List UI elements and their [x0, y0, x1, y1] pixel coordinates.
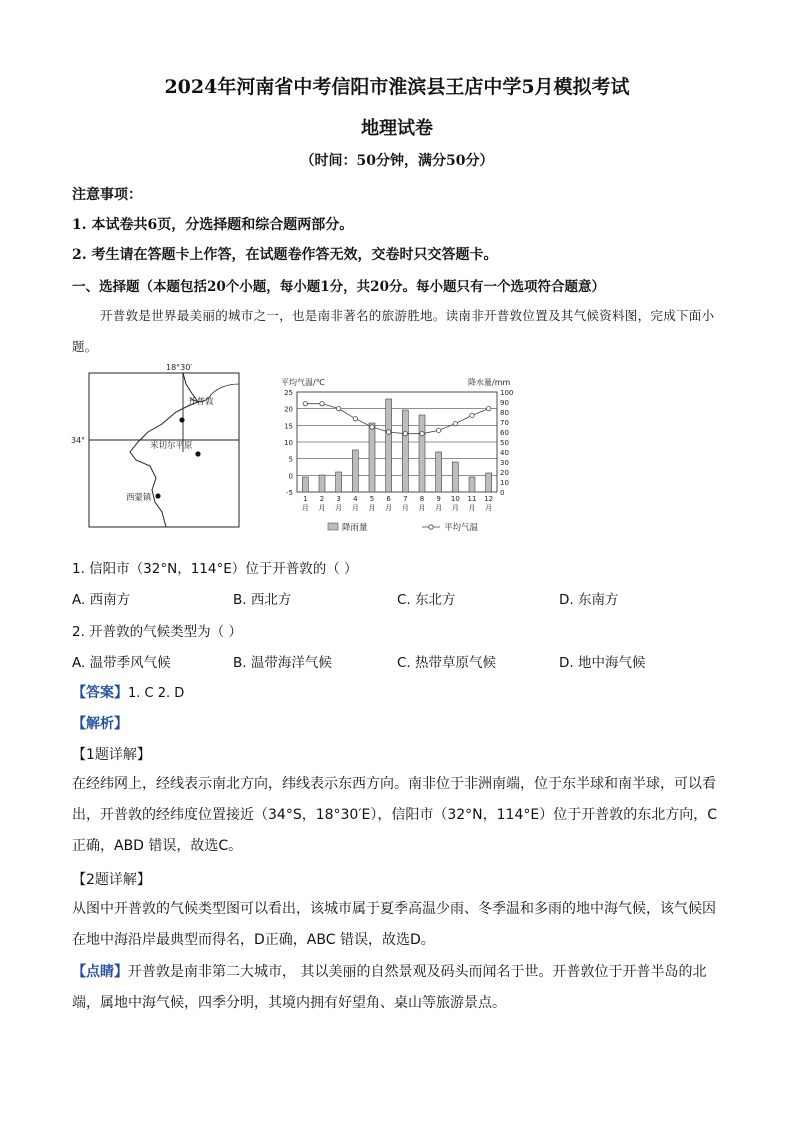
month-tick-label: 3: [336, 495, 341, 503]
question-1: 1. 信阳市（32°N，114°E）位于开普敦的（ ）: [72, 561, 358, 577]
q2-option-c[interactable]: C. 热带草原气候: [397, 655, 497, 671]
right-tick-label: 90: [500, 399, 509, 407]
right-tick-label: 30: [500, 459, 509, 467]
month-unit-label: 月: [318, 504, 326, 512]
question-2: 2. 开普敦的气候类型为（ ）: [72, 624, 242, 640]
month-tick-label: 10: [450, 495, 460, 503]
temp-point: [470, 413, 474, 417]
temp-point: [453, 421, 457, 425]
left-tick-label: 20: [284, 405, 293, 414]
rain-bar: [469, 477, 475, 492]
analysis-label: 【解析】: [72, 716, 128, 732]
answer-line: [72, 682, 184, 702]
right-tick-label: 100: [500, 389, 514, 397]
analysis-line: [72, 713, 128, 733]
tip-paragraph: [72, 957, 722, 1019]
tip-text: 开普敦是南非第二大城市， 其以美丽的自然景观及码头而闻名于世。开普敦位于开普半岛的北端，属地中海气候，四季分明，其境内拥有好望角、桌山等旅游景点。: [72, 964, 707, 1011]
right-tick-label: 70: [500, 419, 509, 427]
month-unit-label: 月: [418, 504, 426, 512]
simons-town-dot: [155, 493, 160, 498]
month-unit-label: 月: [368, 504, 376, 512]
left-tick-label: 25: [284, 389, 293, 397]
month-tick-label: 11: [467, 495, 477, 503]
month-unit-label: 月: [435, 504, 443, 512]
q2-option-d[interactable]: D. 地中海气候: [559, 655, 646, 671]
temp-point: [420, 431, 424, 435]
rain-bar: [369, 423, 375, 492]
answer-text: 1. C 2. D: [128, 686, 185, 701]
temp-point: [336, 406, 340, 410]
ylabel-right: 降水量/mm: [468, 378, 511, 387]
left-tick-label: -5: [286, 489, 293, 497]
climate-chart: [272, 370, 532, 536]
rain-bar: [452, 462, 458, 492]
right-tick-label: 50: [500, 439, 509, 447]
month-unit-label: 月: [335, 504, 343, 512]
month-tick-label: 4: [353, 495, 358, 503]
month-unit-label: 月: [401, 504, 409, 512]
temp-point: [320, 401, 324, 405]
mitchells-plain-dot: [195, 451, 200, 456]
ylabel-left: 平均气温/℃: [281, 378, 325, 387]
temp-point: [303, 401, 307, 405]
rain-bar: [336, 472, 342, 492]
cape-town-map: [71, 362, 244, 529]
temp-point: [436, 428, 440, 432]
rain-bar: [302, 477, 308, 492]
right-tick-label: 10: [500, 479, 509, 487]
month-unit-label: 月: [301, 504, 309, 512]
q1-option-d[interactable]: D. 东南方: [559, 592, 619, 608]
temp-point: [403, 431, 407, 435]
time-info: （时间：50分钟，满分50分）: [300, 153, 494, 169]
rain-bar: [419, 415, 425, 492]
q1-option-b[interactable]: B. 西北方: [233, 592, 292, 608]
notice-heading: 注意事项：: [72, 187, 142, 203]
right-tick-label: 0: [500, 489, 505, 497]
cape-town-dot: [179, 417, 184, 422]
left-tick-label: 0: [288, 472, 293, 481]
right-tick-label: 80: [500, 409, 509, 417]
simons-town-label: 西蒙镇: [126, 493, 152, 503]
temp-point: [370, 425, 374, 429]
q2-option-a[interactable]: A. 温带季风气候: [72, 655, 171, 671]
temp-point: [353, 416, 357, 420]
q2-option-b[interactable]: B. 温带海洋气候: [233, 655, 332, 671]
month-tick-label: 8: [419, 495, 425, 503]
cape-town-label: 开普敦: [188, 397, 214, 407]
question-intro: 开普敦是世界最美丽的城市之一，也是南非著名的旅游胜地。读南非开普敦位置及其气候资料图，完成下面小题。: [72, 308, 715, 354]
exam-title: 2024年河南省中考信阳市淮滨县王店中学5月模拟考试: [164, 76, 630, 98]
temp-point: [486, 406, 490, 410]
temp-point: [386, 430, 390, 434]
detail-2-text: 从图中开普敦的气候类型图可以看出，该城市属于夏季高温少雨、冬季温和多雨的地中海气候，该气候因在地中海沿岸最典型而得名，D正确，ABC 错误，故选D。: [72, 901, 716, 948]
month-unit-label: 月: [485, 504, 493, 512]
right-tick-label: 40: [500, 449, 509, 457]
right-tick-label: 20: [500, 469, 509, 477]
rain-bar: [486, 473, 492, 492]
detail-1-text: 在经纬网上，经线表示南北方向，纬线表示东西方向。南非位于非洲南端，位于东半球和南半球，可以看出，开普敦的经纬度位置接近（34°S，18°30′E），信阳市（32°N，114°E）位于开普敦的东北方向，C正确，ABD 错误，故选C。: [72, 776, 717, 854]
rain-bar: [319, 475, 325, 492]
month-tick-label: 7: [403, 495, 408, 503]
notice-item-2: 2. 考生请在答题卡上作答，在试题卷作答无效，交卷时只交答题卡。: [72, 247, 498, 263]
longitude-label: 18°30′: [166, 363, 193, 372]
rain-bar: [386, 399, 392, 492]
detail-1-heading: 【1题详解】: [72, 747, 151, 763]
month-tick-label: 5: [369, 495, 375, 503]
month-tick-label: 12: [484, 495, 494, 503]
detail-2-heading: 【2题详解】: [72, 872, 151, 888]
mitchells-plain-label: 米切尔平原: [150, 441, 193, 451]
latitude-label: 34°: [71, 436, 86, 445]
month-tick-label: 1: [303, 495, 308, 503]
section-heading: 一、选择题（本题包括20个小题，每小题1分，共20分。每小题只有一个选项符合题意）: [72, 279, 605, 295]
month-unit-label: 月: [468, 504, 476, 512]
left-tick-label: 15: [284, 422, 293, 431]
rain-bar: [402, 410, 408, 492]
left-tick-label: 10: [284, 439, 293, 447]
rain-bar: [352, 450, 358, 492]
legend-temp-marker: [429, 525, 433, 529]
rain-bar: [436, 452, 442, 492]
legend-rain-label: 降雨量: [342, 523, 368, 533]
notice-item-1: 1. 本试卷共6页，分选择题和综合题两部分。: [72, 217, 354, 233]
answer-label: 【答案】: [72, 685, 128, 701]
legend-rain-swatch: [328, 523, 338, 530]
temp-line: [305, 404, 488, 434]
month-unit-label: 月: [451, 504, 459, 512]
subject-title: 地理试卷: [361, 118, 433, 139]
q1-option-c[interactable]: C. 东北方: [397, 592, 456, 608]
month-unit-label: 月: [385, 504, 393, 512]
tip-label: 【点睛】: [72, 964, 128, 980]
right-tick-label: 60: [500, 429, 509, 437]
left-tick-label: 5: [288, 455, 293, 464]
month-tick-label: 6: [386, 495, 391, 503]
legend-temp-label: 平均气温: [444, 523, 479, 533]
month-tick-label: 9: [436, 495, 441, 503]
q1-option-a[interactable]: A. 西南方: [72, 592, 131, 608]
month-unit-label: 月: [351, 504, 359, 512]
month-tick-label: 2: [319, 495, 325, 503]
